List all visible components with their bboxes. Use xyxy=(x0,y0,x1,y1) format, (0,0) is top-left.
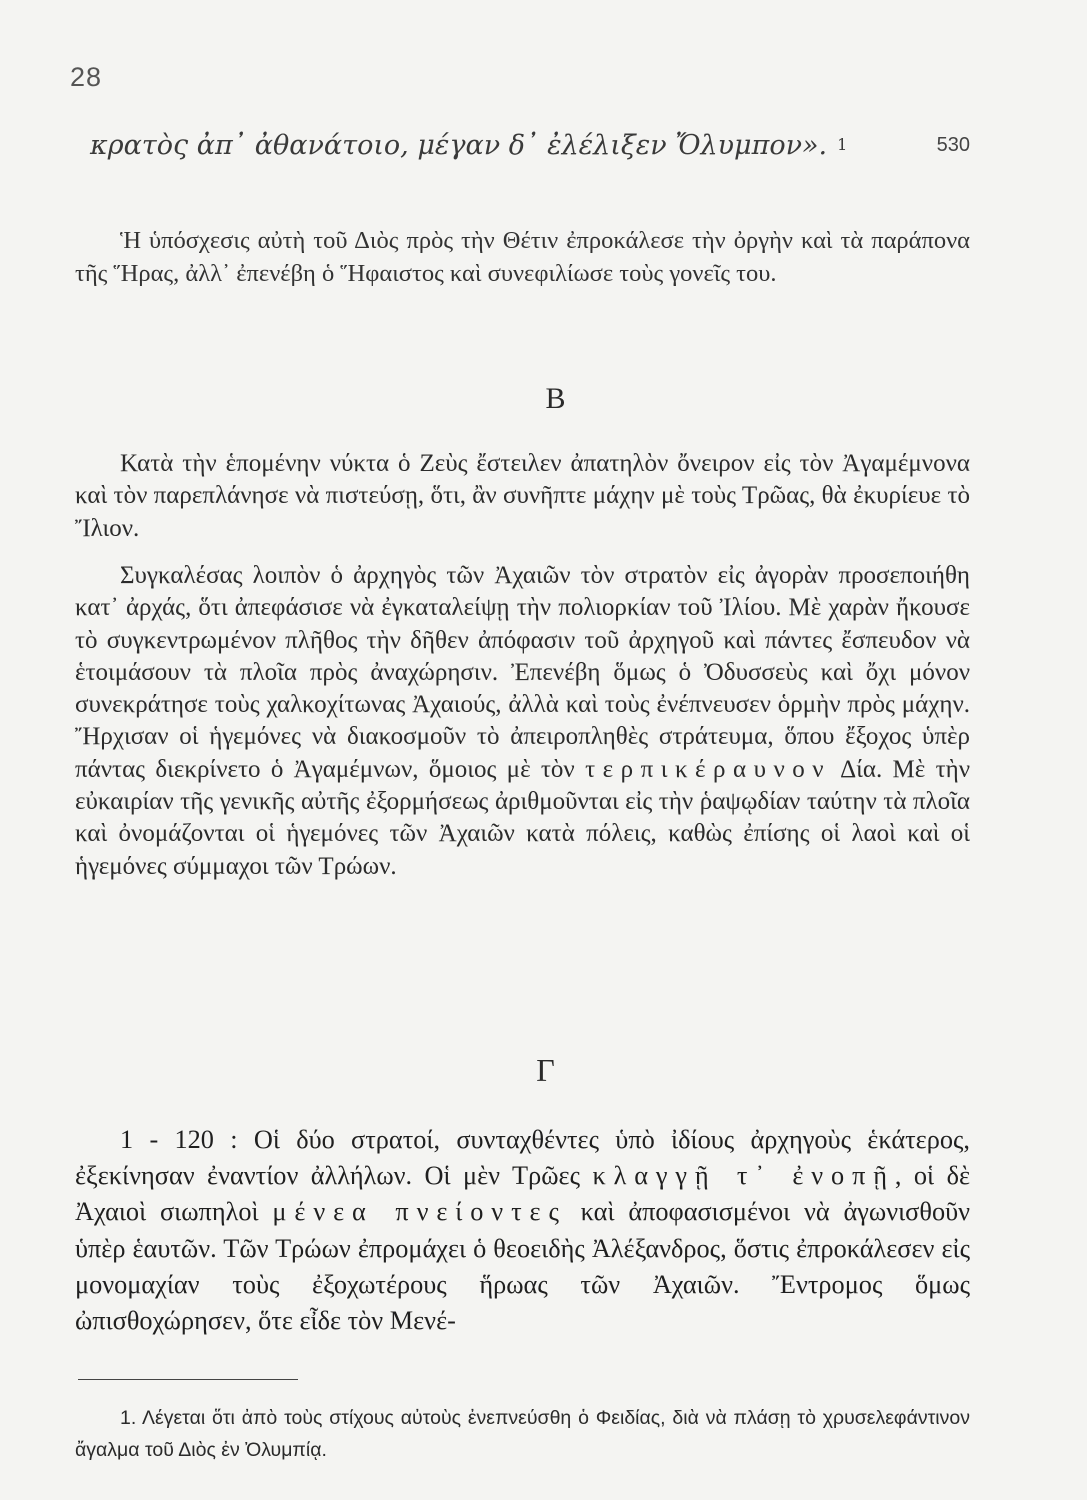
verse-text: κρατὸς ἀπ᾽ ἀθανάτοιο, μέγαν δ᾽ ἐλέλιξεν Ὄλυμπον». xyxy=(90,130,828,161)
section-b-paragraph-2-end: Δία. Μὲ τὴν εὐκαιρίαν τῆς γενικῆς αὐτῆς ἐξορμήσεως ἀριθμοῦνται εἰς τὴν ῥαψῳδίαν ταύτην τὰ πλοῖα καὶ ὀνομάζονται οἱ ἡγεμόνες τῶν Ἀχαιῶν κατὰ πόλεις, καθὼς ἐπίσης οἱ λαοὶ καὶ οἱ ἡγεμόνες σύμμαχοι τῶν Τρώων. xyxy=(75,755,971,880)
section-g-paragraph xyxy=(75,1122,970,1339)
section-g-part-c: καὶ ἀποφασισμένοι νὰ ἀγωνισθοῦν ὑπὲρ ἑαυτῶν. Τῶν Τρώων ἐπρομάχει ὁ θεοειδὴς Ἀλέξανδρος, ὅστις ἐπροκάλεσεν εἰς μονομαχίαν τοὺς ἐξοχωτέρους ἥρωας τῶν Ἀχαιῶν. Ἔντρομος ὅμως ὠπισθοχώρησεν, ὅτε εἶδε τὸν Μενέ- xyxy=(75,1197,971,1336)
section-b-paragraph-1: Κατὰ τὴν ἑπομένην νύκτα ὁ Ζεὺς ἔστειλεν ἀπατηλὸν ὄνειρον εἰς τὸν Ἀγαμέμνονα καὶ τὸν παρεπλάνησε νὰ πιστεύσῃ, ὅτι, ἂν συνῆπτε μάχην μὲ τοὺς Τρῶας, θὰ ἐκυρίευε τὸ Ἴλιον. xyxy=(75,450,970,542)
spaced-phrase-a: κλαγγῇ τ᾽ ἐνοπῇ xyxy=(592,1161,895,1191)
section-heading-g: Γ xyxy=(536,1052,555,1088)
footnote-divider xyxy=(78,1379,298,1380)
spaced-phrase-b: μένεα πνείοντες xyxy=(272,1197,567,1227)
intro-paragraph: Ἡ ὑπόσχεσις αὐτὴ τοῦ Διὸς πρὸς τὴν Θέτιν ἐπροκάλεσε τὴν ὀργὴν καὶ τὰ παράπονα τῆς Ἥρας, ἀλλ᾽ ἐπενέβη ὁ Ἥφαιστος καὶ συνεφιλίωσε τοὺς γονεῖς του. xyxy=(75,227,970,287)
footnote: 1. Λέγεται ὅτι ἀπὸ τοὺς στίχους αὐτοὺς ἐνεπνεύσθη ὁ Φειδίας, διὰ νὰ πλάσῃ τὸ χρυσελεφάντινον ἄγαλμα τοῦ Διὸς ἐν Ὀλυμπίᾳ. xyxy=(75,1407,970,1461)
verse-line-number: 530 xyxy=(936,134,970,156)
section-g-part-b: , οἱ δὲ Ἀχαιοὶ σιωπηλοὶ xyxy=(75,1161,970,1227)
section-b-paragraph-2 xyxy=(75,560,970,883)
spaced-epithet: τερπικέραυνον xyxy=(585,755,832,783)
section-g-part-a: 1 - 120 : Οἱ δύο στρατοί, συνταχθέντες ὑπὸ ἰδίους ἀρχηγοὺς ἑκάτερος, ἐξεκίνησαν ἐναντίον ἀλλήλων. Οἱ μὲν Τρῶες xyxy=(75,1125,970,1191)
section-b-paragraph-2-start: Συγκαλέσας λοιπὸν ὁ ἀρχηγὸς τῶν Ἀχαιῶν τὸν στρατὸν εἰς ἀγορὰν προσεποιήθη κατ᾽ ἀρχάς, ὅτι ἀπεφάσισε νὰ ἐγκαταλείψῃ τὴν πολιορκίαν τοῦ Ἰλίου. Μὲ χαρὰν ἤκουσε τὸ συγκεντρωμένον πλῆθος τὴν δῆθεν ἀπόφασιν τοῦ ἀρχηγοῦ καὶ πάντες ἔσπευδον νὰ ἑτοιμάσουν τὰ πλοῖα πρὸς ἀναχώρησιν. Ἐπενέβη ὅμως ὁ Ὀδυσσεὺς καὶ ὄχι μόνον συνεκράτησε τοὺς χαλκοχίτωνας Ἀχαιούς, ἀλλὰ καὶ τοὺς ἐνέπνευσεν ὁρμὴν πρὸς μάχην. Ἤρχισαν οἱ ἡγεμόνες νὰ διακοσμοῦν τὸ ἀπειροπληθὲς στράτευμα, ὅπου ἔξοχος ὑπὲρ πάντας διεκρίνετο ὁ Ἀγαμέμνων, ὅμοιος μὲ τὸν xyxy=(75,562,970,783)
verse-quote xyxy=(90,130,970,161)
page-number: 28 xyxy=(70,62,103,92)
section-heading-b: Β xyxy=(545,382,566,415)
verse-footnote-ref: 1 xyxy=(837,135,848,154)
